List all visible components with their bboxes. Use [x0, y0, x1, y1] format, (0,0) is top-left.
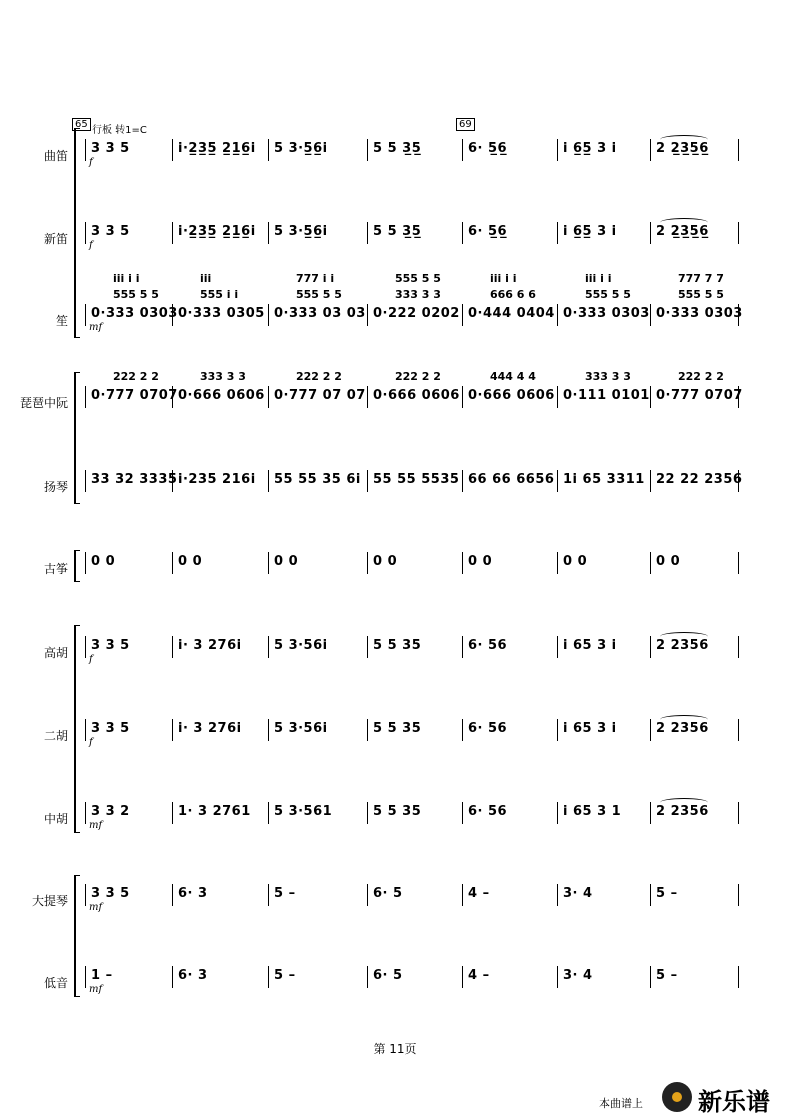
- barline: [462, 552, 463, 574]
- instrument-label: 大提琴: [31, 894, 68, 908]
- measure-notes: 6· 56: [468, 804, 508, 819]
- measure-notes: 0·111 0101: [563, 388, 650, 403]
- measure-notes: 5 5 35: [373, 638, 422, 653]
- measure-notes: 2 2̲3̲5̲6̲: [656, 224, 709, 239]
- tie-arc: [660, 715, 708, 724]
- measure-notes: 0·333 0303: [91, 306, 178, 321]
- tie-arc: [660, 218, 708, 227]
- barline: [462, 966, 463, 988]
- barline: [738, 139, 739, 161]
- measure-notes: 5 –: [274, 886, 296, 901]
- chord-upper-notes: 555 5 5: [113, 288, 159, 301]
- barline: [650, 386, 651, 408]
- barline: [650, 304, 651, 326]
- measure-notes: 0·777 0707: [656, 388, 743, 403]
- dynamic-marking: mf: [89, 820, 103, 831]
- chord-top-notes: 555 5 5: [395, 272, 441, 285]
- measure-notes: 5 3·56i: [274, 638, 328, 653]
- measure-notes: 3 3 5: [91, 224, 130, 239]
- barline: [650, 966, 651, 988]
- measure-notes: i 65 3 1: [563, 804, 622, 819]
- measure-notes: 0·333 03 03: [274, 306, 366, 321]
- barline: [367, 386, 368, 408]
- measure-notes: 6· 3: [178, 968, 208, 983]
- dynamic-marking: f: [89, 737, 93, 748]
- chord-top-notes: 777 7 7: [678, 272, 724, 285]
- barline: [367, 802, 368, 824]
- measure-notes: 6· 56: [468, 721, 508, 736]
- barline: [462, 386, 463, 408]
- barline: [85, 636, 86, 658]
- instrument-label: 曲笛: [43, 149, 68, 163]
- barline: [85, 552, 86, 574]
- measure-notes: 5 –: [274, 968, 296, 983]
- measure-notes: 6· 56: [468, 638, 508, 653]
- barline: [85, 802, 86, 824]
- measure-notes: 6· 5: [373, 968, 403, 983]
- barline: [462, 802, 463, 824]
- measure-notes: 5 3·56i: [274, 721, 328, 736]
- barline: [268, 552, 269, 574]
- barline: [557, 884, 558, 906]
- uploaded-by-label: 本曲谱上: [599, 1097, 643, 1110]
- instrument-label: 新笛: [43, 232, 68, 246]
- measure-notes: i 6̲5̲ 3 i: [563, 224, 617, 239]
- barline: [268, 304, 269, 326]
- measure-notes: 2 2356: [656, 638, 709, 653]
- measure-notes: 1 –: [91, 968, 113, 983]
- measure-notes: 1i 65 3311: [563, 472, 645, 487]
- measure-notes: 0 0: [468, 554, 493, 569]
- barline: [367, 884, 368, 906]
- chord-upper-notes: 666 6 6: [490, 288, 536, 301]
- barline: [172, 636, 173, 658]
- barline: [557, 139, 558, 161]
- barline: [172, 222, 173, 244]
- barline: [172, 552, 173, 574]
- barline: [85, 719, 86, 741]
- measure-notes: 5 5 35: [373, 721, 422, 736]
- page-number: 第 11页: [373, 1042, 417, 1056]
- measure-notes: 2 2356: [656, 804, 709, 819]
- chord-upper-notes: 555 i i: [200, 288, 239, 301]
- barline: [268, 966, 269, 988]
- barline: [367, 552, 368, 574]
- barline: [367, 139, 368, 161]
- instrument-label: 高胡: [43, 646, 68, 660]
- barline: [557, 386, 558, 408]
- measure-notes: 0·777 07 07: [274, 388, 366, 403]
- measure-notes: 0·333 0305: [178, 306, 265, 321]
- chord-upper-notes: 555 5 5: [678, 288, 724, 301]
- measure-notes: 4 –: [468, 886, 490, 901]
- measure-notes: 6· 3: [178, 886, 208, 901]
- measure-notes: 0·666 0606: [373, 388, 460, 403]
- tie-arc: [660, 798, 708, 807]
- measure-notes: 3· 4: [563, 886, 593, 901]
- measure-notes: 2 2356: [656, 721, 709, 736]
- chord-upper-notes: 444 4 4: [490, 370, 536, 383]
- measure-notes: i·2̲3̲5̲ 2̲1̲6̲i: [178, 141, 256, 156]
- barline: [462, 304, 463, 326]
- measure-notes: 5 3·5̲6̲i: [274, 224, 328, 239]
- barline: [85, 386, 86, 408]
- chord-upper-notes: 333 3 3: [585, 370, 631, 383]
- measure-notes: 5 5 3̲5̲: [373, 141, 422, 156]
- instrument-label: 琵琶中阮: [19, 396, 68, 410]
- bass-group-brace: [74, 875, 80, 997]
- barline: [85, 470, 86, 492]
- chord-upper-notes: 555 5 5: [296, 288, 342, 301]
- measure-notes: 0 0: [91, 554, 116, 569]
- measure-notes: 6· 5: [373, 886, 403, 901]
- plucked-group-brace: [74, 372, 80, 504]
- measure-notes: 3 3 5: [91, 721, 130, 736]
- barline: [268, 222, 269, 244]
- barline: [172, 719, 173, 741]
- measure-notes: 0·333 0303: [563, 306, 650, 321]
- measure-notes: 3· 4: [563, 968, 593, 983]
- measure-notes: 2 2̲3̲5̲6̲: [656, 141, 709, 156]
- chord-upper-notes: 222 2 2: [113, 370, 159, 383]
- tie-arc: [660, 632, 708, 641]
- barline: [268, 884, 269, 906]
- chord-upper-notes: 222 2 2: [678, 370, 724, 383]
- barline: [462, 222, 463, 244]
- dynamic-marking: f: [89, 157, 93, 168]
- barline: [172, 966, 173, 988]
- barline: [650, 884, 651, 906]
- barline: [462, 884, 463, 906]
- barline: [462, 470, 463, 492]
- measure-notes: 0 0: [178, 554, 203, 569]
- wind-group-brace: [74, 128, 80, 338]
- measure-notes: i·235 216i: [178, 472, 256, 487]
- measure-notes: 5 3·5̲6̲i: [274, 141, 328, 156]
- guzheng-brace: [74, 550, 80, 582]
- measure-notes: i 6̲5̲ 3 i: [563, 141, 617, 156]
- barline: [557, 966, 558, 988]
- measure-notes: 5 –: [656, 968, 678, 983]
- barline: [172, 802, 173, 824]
- barline: [367, 304, 368, 326]
- record-logo-icon: [662, 1082, 692, 1112]
- barline: [268, 470, 269, 492]
- dynamic-marking: mf: [89, 322, 103, 333]
- barline: [367, 636, 368, 658]
- barline: [738, 966, 739, 988]
- dynamic-marking: mf: [89, 902, 103, 913]
- barline: [367, 966, 368, 988]
- barline: [462, 139, 463, 161]
- barline: [268, 802, 269, 824]
- measure-notes: 5 3·561: [274, 804, 333, 819]
- measure-notes: 0 0: [373, 554, 398, 569]
- measure-notes: 1· 3 2761: [178, 804, 251, 819]
- measure-notes: i· 3 276i: [178, 638, 242, 653]
- barline: [172, 139, 173, 161]
- barline: [268, 386, 269, 408]
- chord-top-notes: iii i i: [490, 272, 517, 285]
- measure-notes: 0 0: [274, 554, 299, 569]
- instrument-label: 古筝: [43, 562, 68, 576]
- barline: [268, 636, 269, 658]
- barline: [650, 552, 651, 574]
- barline: [738, 802, 739, 824]
- barline: [738, 884, 739, 906]
- barline: [650, 636, 651, 658]
- barline: [462, 636, 463, 658]
- barline: [738, 636, 739, 658]
- barline: [650, 470, 651, 492]
- chord-top-notes: 777 i i: [296, 272, 335, 285]
- measure-notes: 0·666 0606: [468, 388, 555, 403]
- measure-notes: 33 32 3335: [91, 472, 178, 487]
- measure-notes: 55 55 35 6i: [274, 472, 361, 487]
- barline: [738, 552, 739, 574]
- measure-notes: 0·222 0202: [373, 306, 460, 321]
- barline: [367, 470, 368, 492]
- barline: [738, 719, 739, 741]
- barline: [85, 304, 86, 326]
- chord-top-notes: iii: [200, 272, 212, 285]
- barline: [557, 636, 558, 658]
- barline: [650, 802, 651, 824]
- instrument-label: 扬琴: [43, 480, 68, 494]
- barline: [462, 719, 463, 741]
- tie-arc: [660, 135, 708, 144]
- chord-upper-notes: 333 3 3: [395, 288, 441, 301]
- measure-notes: 0·333 0303: [656, 306, 743, 321]
- measure-notes: 3 3 5: [91, 141, 130, 156]
- dynamic-marking: mf: [89, 984, 103, 995]
- dynamic-marking: f: [89, 240, 93, 251]
- measure-notes: 5 5 3̲5̲: [373, 224, 422, 239]
- barline: [268, 719, 269, 741]
- measure-notes: i 65 3 i: [563, 638, 617, 653]
- measure-notes: 3 3 2: [91, 804, 130, 819]
- measure-notes: 3 3 5: [91, 638, 130, 653]
- instrument-label: 中胡: [43, 812, 68, 826]
- chord-top-notes: iii i i: [585, 272, 612, 285]
- measure-notes: 55 55 5535: [373, 472, 460, 487]
- measure-notes: i·2̲3̲5̲ 2̲1̲6̲i: [178, 224, 256, 239]
- barline: [557, 802, 558, 824]
- measure-notes: 22 22 2356: [656, 472, 743, 487]
- barline: [557, 470, 558, 492]
- rehearsal-mark-65: 65: [72, 118, 91, 131]
- barline: [738, 222, 739, 244]
- barline: [557, 222, 558, 244]
- barline: [650, 719, 651, 741]
- measure-notes: 0·444 0404: [468, 306, 555, 321]
- chord-top-notes: iii i i: [113, 272, 140, 285]
- measure-notes: 5 5 35: [373, 804, 422, 819]
- chord-upper-notes: 222 2 2: [395, 370, 441, 383]
- instrument-label: 笙: [55, 314, 68, 328]
- chord-upper-notes: 333 3 3: [200, 370, 246, 383]
- bowed-group-brace: [74, 625, 80, 833]
- instrument-label: 二胡: [43, 729, 68, 743]
- barline: [172, 884, 173, 906]
- dynamic-marking: f: [89, 654, 93, 665]
- measure-notes: 3 3 5: [91, 886, 130, 901]
- instrument-label: 低音: [43, 976, 68, 990]
- barline: [557, 304, 558, 326]
- measure-notes: i· 3 276i: [178, 721, 242, 736]
- chord-upper-notes: 222 2 2: [296, 370, 342, 383]
- measure-notes: 0 0: [563, 554, 588, 569]
- barline: [85, 966, 86, 988]
- measure-notes: i 65 3 i: [563, 721, 617, 736]
- barline: [85, 222, 86, 244]
- measure-notes: 6· 5̲6̲: [468, 141, 508, 156]
- brand-name: 新乐谱: [698, 1088, 770, 1116]
- barline: [650, 139, 651, 161]
- barline: [557, 552, 558, 574]
- barline: [367, 719, 368, 741]
- barline: [650, 222, 651, 244]
- tempo-marking: 行板 转1=C: [92, 125, 147, 136]
- barline: [367, 222, 368, 244]
- measure-notes: 66 66 6656: [468, 472, 555, 487]
- barline: [85, 884, 86, 906]
- barline: [268, 139, 269, 161]
- rehearsal-mark-69: 69: [456, 118, 475, 131]
- barline: [557, 719, 558, 741]
- chord-upper-notes: 555 5 5: [585, 288, 631, 301]
- measure-notes: 5 –: [656, 886, 678, 901]
- barline: [85, 139, 86, 161]
- measure-notes: 6· 5̲6̲: [468, 224, 508, 239]
- measure-notes: 0·666 0606: [178, 388, 265, 403]
- measure-notes: 4 –: [468, 968, 490, 983]
- measure-notes: 0·777 0707: [91, 388, 178, 403]
- measure-notes: 0 0: [656, 554, 681, 569]
